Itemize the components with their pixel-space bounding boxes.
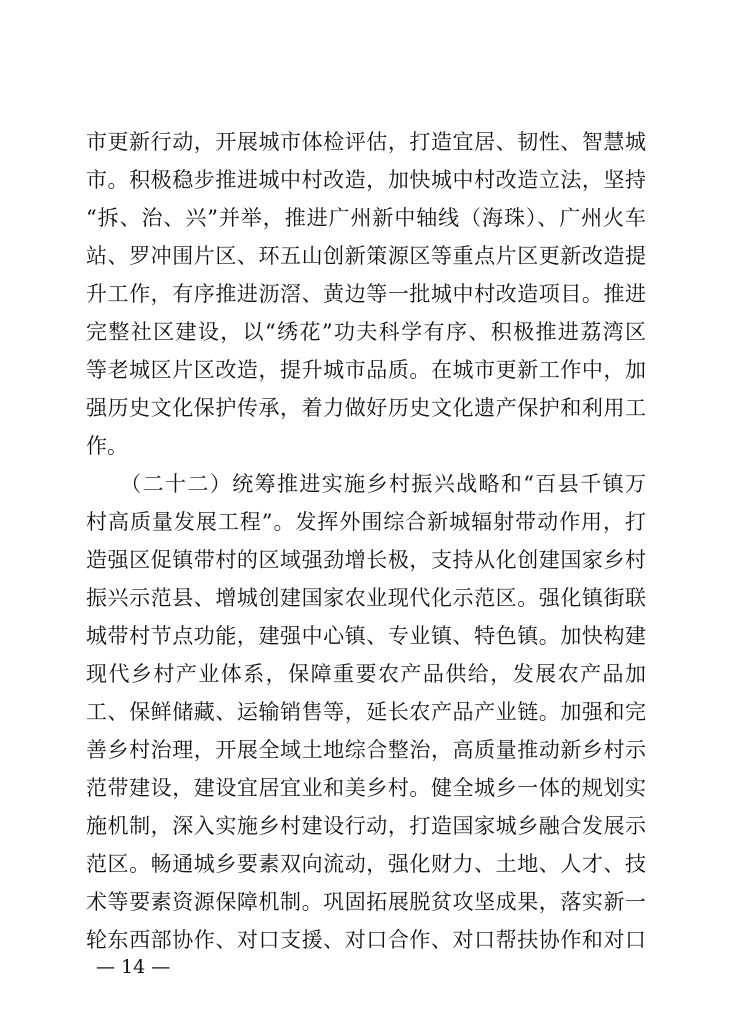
page-number: — 14 —: [96, 956, 171, 978]
text-line: 等老城区片区改造，提升城市品质。在城市更新工作中，加: [86, 358, 646, 382]
text-line: 城带村节点功能，建强中心镇、专业镇、特色镇。加快构建: [86, 624, 646, 648]
text-line: 村高质量发展工程”。发挥外围综合新城辐射带动作用，打: [86, 510, 646, 534]
text-line: 施机制，深入实施乡村建设行动，打造国家城乡融合发展示: [86, 814, 646, 838]
text-line: 范区。畅通城乡要素双向流动，强化财力、土地、人才、技: [86, 852, 646, 876]
text-line: 强历史文化保护传承，着力做好历史文化遗产保护和利用工: [86, 396, 646, 420]
text-line: 市更新行动，开展城市体检评估，打造宜居、韧性、智慧城: [86, 130, 646, 154]
text-line: 术等要素资源保障机制。巩固拓展脱贫攻坚成果，落实新一: [86, 890, 646, 914]
text-line: “拆、治、兴”并举，推进广州新中轴线（海珠）、广州火车: [86, 206, 646, 230]
section-heading-line: （二十二）统筹推进实施乡村振兴战略和“百县千镇万: [86, 472, 646, 496]
text-line: 造强区促镇带村的区域强劲增长极，支持从化创建国家乡村: [86, 548, 646, 572]
text-line: 升工作，有序推进沥滘、黄边等一批城中村改造项目。推进: [86, 282, 646, 306]
text-line: 善乡村治理，开展全域土地综合整治，高质量推动新乡村示: [86, 738, 646, 762]
text-line: 轮东西部协作、对口支援、对口合作、对口帮扶协作和对口: [86, 928, 646, 952]
text-line: 作。: [86, 434, 128, 458]
text-line: 市。积极稳步推进城中村改造，加快城中村改造立法，坚持: [86, 168, 646, 192]
text-line: 完整社区建设，以“绣花”功夫科学有序、积极推进荔湾区: [86, 320, 646, 344]
text-line: 振兴示范县、增城创建国家农业现代化示范区。强化镇街联: [86, 586, 646, 610]
text-line: 现代乡村产业体系，保障重要农产品供给，发展农产品加: [86, 662, 646, 686]
text-line: 范带建设，建设宜居宜业和美乡村。健全城乡一体的规划实: [86, 776, 646, 800]
text-line: 工、保鲜储藏、运输销售等，延长农产品产业链。加强和完: [86, 700, 646, 724]
text-line: 站、罗冲围片区、环五山创新策源区等重点片区更新改造提: [86, 244, 646, 268]
